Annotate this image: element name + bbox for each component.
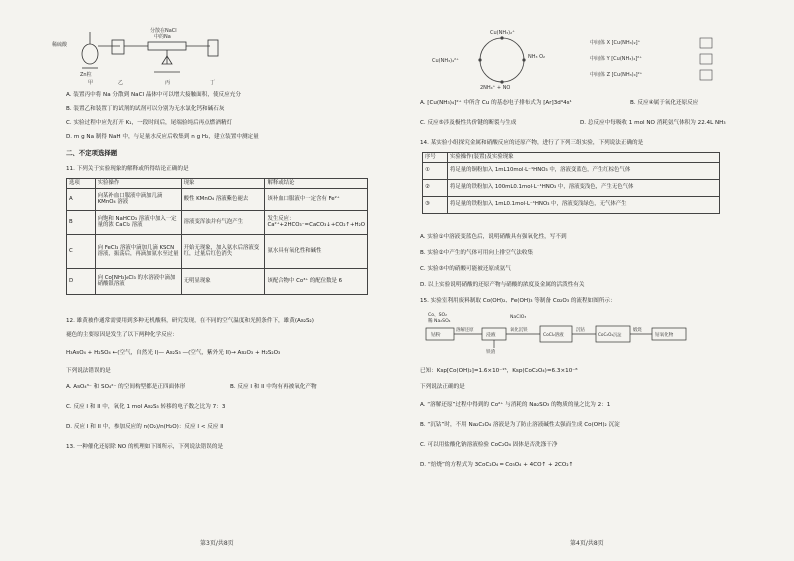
- q14-table-header: [423, 153, 720, 163]
- label-ding: 丁: [210, 80, 216, 86]
- label-bing: 丙: [165, 80, 171, 86]
- label-top: 分散在NaCl: [150, 28, 177, 34]
- q10-option-c: C. 实验过程中应先打开 K₁，一段时间后，尾端验纯后再点燃酒精灯: [66, 120, 233, 126]
- flow-input-2: 稀 Na₂SO₄: [428, 319, 451, 324]
- q14-table: [422, 152, 720, 214]
- q12-equation: H₃AsO₄ + H₂SO₄ ←(空气，自然光 I)— As₂S₃ —(空气，紫外光 II)→ As₂O₃ + H₂S₂O₃: [66, 350, 281, 356]
- table-row: [67, 210, 368, 234]
- legend-1: 中间体 X [Cu(NH₃)₂]⁺: [590, 40, 641, 46]
- th-procedure: 实验操作(装置)及实验现象: [448, 153, 720, 163]
- table-row: [423, 179, 720, 196]
- q13-option-d: D. 总反应中每吸收 1 mol NO 消耗氨气体积为 22.4L NH₃: [580, 120, 726, 126]
- th-conclusion: 解释或结论: [265, 179, 368, 189]
- table-row: [423, 162, 720, 179]
- process-flowchart: [420, 308, 720, 354]
- table-row: [67, 268, 368, 294]
- q12-option-a: A. AsO₄³⁻ 和 SO₄²⁻ 的空间构型都是正四面体形: [66, 384, 186, 390]
- cell: ①: [423, 162, 448, 179]
- q15-stem: 15. 实验室利用废料制取 Co(OH)₂、Fe(OH)₃ 等制备 Co₂O₃ 的流程如图所示：: [420, 298, 616, 304]
- q12-option-b: B. 反应 I 和 II 中均有再被氧化产物: [230, 384, 317, 390]
- cell: 向 Co[NH₃]₆Cl₃ 的水溶液中滴加硝酸银溶液: [95, 268, 181, 294]
- label-mid: 中的Na: [154, 34, 171, 40]
- cell: C: [67, 234, 96, 268]
- cell: 该补血口服液中一定含有 Fe²⁺: [265, 188, 368, 210]
- q12-option-c: C. 反应 I 和 II 中，氧化 1 mol As₂S₃ 转移的电子数之比为 7：3: [66, 404, 226, 410]
- q14-option-c: C. 实验③中的硝酸可能被还原成氨气: [420, 266, 511, 272]
- flow-box-2: CoCl₂溶液: [543, 333, 564, 338]
- q11-stem: 11. 下列关于实验现象的解释或所得结论正确的是: [66, 166, 189, 172]
- table-row: [423, 196, 720, 213]
- q14-option-b: B. 实验②中产生的气体可用向上排空气法收集: [420, 250, 534, 256]
- cell: ③: [423, 196, 448, 213]
- label-zn: Zn粒: [80, 72, 92, 78]
- q15-ksp: 已知：Ksp[Co(OH)₂]=1.6×10⁻¹⁵，Ksp(CoC₂O₄)=6.3×10⁻⁸: [420, 368, 578, 374]
- cell: D: [67, 268, 96, 294]
- flow-box-3: CoC₂O₄沉淀: [598, 332, 622, 337]
- legend-3: 中间体 Z [Cu(NH₃)₄]²⁺: [590, 72, 643, 78]
- q12-option-d: D. 反应 I 和 II 中，参加反应的 n(O₂)/n(H₂O)：反应 I < 反应 II: [66, 424, 224, 430]
- page-footer-right: 第4页/共8页: [570, 540, 604, 547]
- th-option: 选项: [67, 179, 96, 189]
- flow-input-1: Co、SO₂: [428, 313, 447, 318]
- cell: 向 FeCl₃ 溶液中滴加几滴 KSCN 溶液，振荡后，再滴加氨水至过量: [95, 234, 181, 268]
- q14-option-d: D. 以上实验说明硝酸的还原产物与硝酸的浓度及金属的活泼性有关: [420, 282, 585, 288]
- cell: A: [67, 188, 96, 210]
- q14-stem: 14. 某实验小组探究金属和硝酸反应的还原产物，进行了下列三组实验，下列说法正确的是: [420, 140, 644, 146]
- cell: 向某补血口服液中滴加几滴 KMnO₄ 溶液: [95, 188, 181, 210]
- q15-option-d: D. “焙烧”的方程式为 3CoC₂O₄ ═ Co₃O₄ + 4CO↑ + 2CO₂↑: [420, 462, 574, 468]
- right-page: [420, 0, 760, 561]
- left-page: [50, 0, 370, 561]
- flow-input-3: NaClO₃: [510, 315, 527, 320]
- cell: 将足量的铁粉加入 100mL0.1mol·L⁻¹HNO₃ 中，溶液变浅色，产生无色气体: [448, 179, 720, 196]
- q11-table: [66, 178, 368, 295]
- flow-box-4: 钴氧化物: [655, 333, 674, 338]
- section-title: 二、不定项选择题: [66, 149, 118, 157]
- flow-step-4: 煅烧: [633, 328, 642, 333]
- cell: 该配合物中 Co³⁺ 的配位数是 6: [265, 268, 368, 294]
- th-phenomenon: 现象: [181, 179, 265, 189]
- q15-option-a: A. “溶解还原”过程中得到的 Co²⁺ 与消耗的 Na₂SO₃ 的物质的量之比为 2：1: [420, 402, 611, 408]
- apparatus-diagram: [50, 24, 250, 86]
- flow-step-3: 沉钴: [576, 328, 585, 333]
- cycle-bottom: 2NH₄⁺ + NO: [480, 85, 511, 90]
- cell: 氨水具有氧化性和碱性: [265, 234, 368, 268]
- table-row: [67, 234, 368, 268]
- q13-stem: 13. 一种催化还原除 NO 的机理如下图所示，下列说法错误的是: [66, 444, 224, 450]
- cell: 将足量的铁粉加入 1mL0.1mol·L⁻¹HNO₃ 中，溶液变浅绿色，无气体产生: [448, 196, 720, 213]
- cell: 无明显现象: [181, 268, 265, 294]
- cell: 酸性 KMnO₄ 溶液紫色褪去: [181, 188, 265, 210]
- q13-option-a: A. [Cu(NH₃)₄]²⁺ 中所含 Cu 的基态电子排布式为 [Ar]3d⁹4s¹: [420, 100, 572, 106]
- cell: 将足量的铜粉加入 1mL10mol·L⁻¹HNO₃ 中，溶液变蓝色，产生红棕色气体: [448, 162, 720, 179]
- th-number: 序号: [423, 153, 448, 163]
- flow-step-2: 氧化沉铁: [510, 328, 528, 333]
- cell: 向饱和 NaHCO₃ 溶液中加入一定量的浓 CaCl₂ 溶液: [95, 210, 181, 234]
- cell: 溶液变浑浊并有气泡产生: [181, 210, 265, 234]
- q15-option-c: C. 可以用盐酸化钠溶液检验 CoC₂O₄ 固体是否洗涤干净: [420, 442, 558, 448]
- th-operation: 实验操作: [95, 179, 181, 189]
- legend-2: 中间体 Y [Cu(NH₃)₄]²⁺: [590, 56, 642, 62]
- q12-prompt: 下列说法错误的是: [66, 368, 111, 374]
- table-row: [67, 188, 368, 210]
- flow-step-1: 溶解还原: [456, 328, 474, 333]
- cell: ②: [423, 179, 448, 196]
- q10-option-d: D. m g Na 制得 NaH 中，与足量水反应后收集到 n g H₂，建立装置中测定量: [66, 134, 259, 140]
- label-left: 稀硫酸: [52, 42, 68, 48]
- flow-output: 铁渣: [486, 350, 496, 354]
- q10-option-b: B. 装置乙和装置丁的试剂的试剂可以分别为无水氯化钙和碱石灰: [66, 106, 225, 112]
- catalytic-cycle-diagram: [420, 28, 760, 90]
- flow-step-0: 钴粉: [431, 333, 441, 338]
- cycle-top: Cu(NH₃)₂⁺: [490, 30, 515, 36]
- q15-prompt: 下列说法正确的是: [420, 384, 465, 390]
- q11-table-header: [67, 179, 368, 189]
- cell: 开始无现象，加入氨水后溶液变红，过量后红色消失: [181, 234, 265, 268]
- q12-stem-2: 褪色的主要原因是发生了以下两种化学反应：: [66, 332, 178, 338]
- cycle-left: Cu(NH₃)₄²⁺: [432, 58, 459, 64]
- label-jia: 甲: [88, 80, 94, 86]
- cell: B: [67, 210, 96, 234]
- label-yi: 乙: [118, 80, 124, 86]
- flow-box-1: 浸液: [486, 333, 496, 338]
- page-footer-left: 第3页/共8页: [200, 540, 234, 547]
- cycle-right: NH₃ O₂: [528, 54, 546, 60]
- cell: 发生反应：Ca²⁺+2HCO₃⁻=CaCO₃↓+CO₂↑+H₂O: [265, 210, 368, 234]
- q13-option-c: C. 反应⑤涉及极性共价键的断裂与生成: [420, 120, 517, 126]
- q13-option-b: B. 反应④属于氧化还原反应: [630, 100, 699, 106]
- q14-option-a: A. 实验①中溶液变蓝色后，说明硝酸具有强氧化性，写不到: [420, 234, 567, 240]
- q15-option-b: B. “沉钴”时，不用 Na₂C₂O₄ 溶液是为了防止溶液碱性太强而生成 Co(OH)₂ 沉淀: [420, 422, 620, 428]
- q10-option-a: A. 装置丙中将 Na 分散到 NaCl 晶体中可以增大接触面积，使反应充分: [66, 92, 241, 98]
- q12-stem: 12. 雄黄被作通常需要用到多种无机酸料，研究发现，在不同的空气温度和光照条件下，雄黄(As₂S₂): [66, 318, 314, 324]
